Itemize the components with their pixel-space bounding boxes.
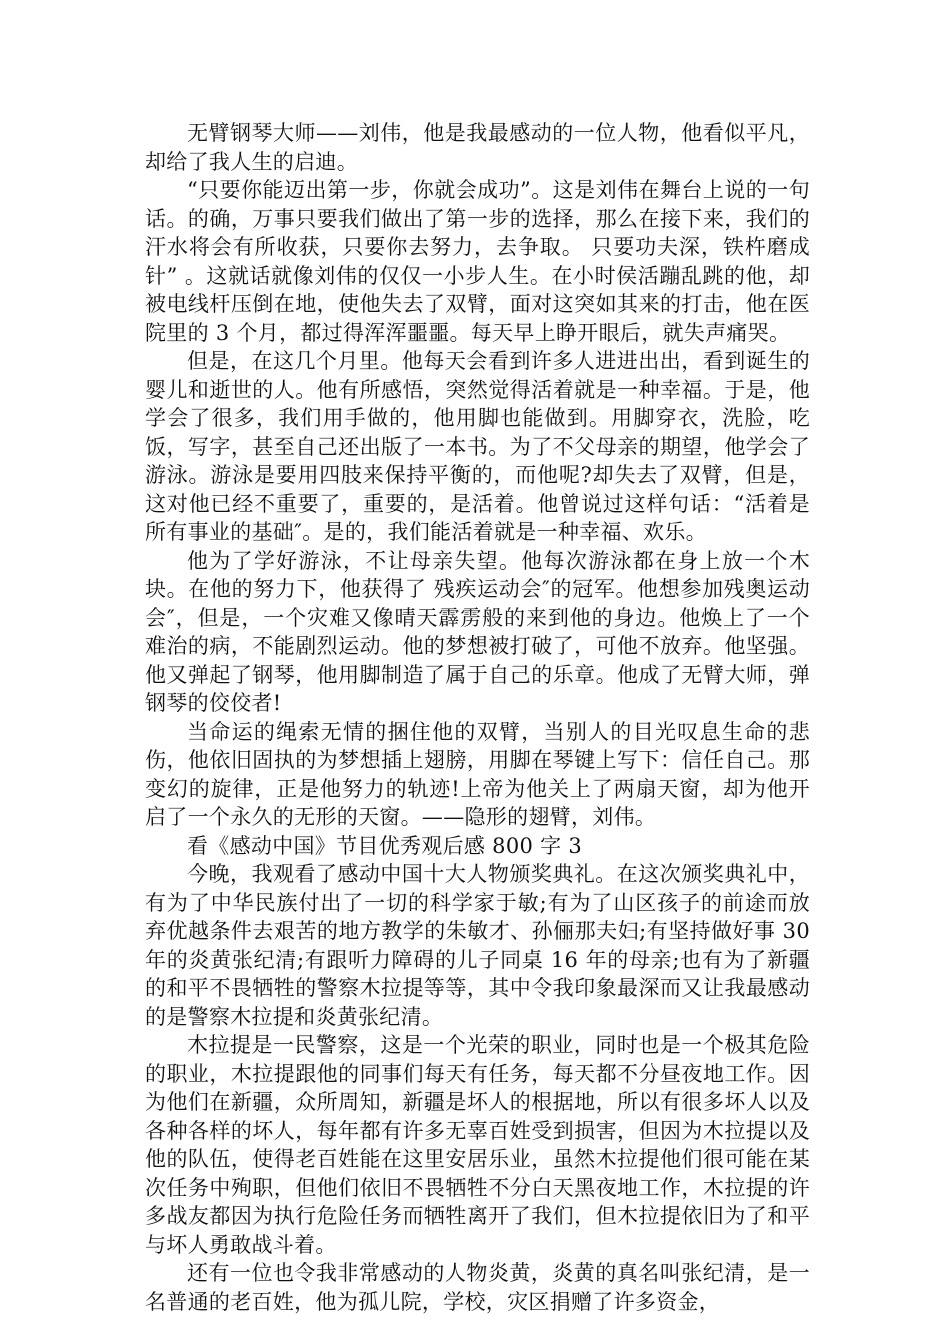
paragraph-3: 但是，在这几个月里。他每天会看到许多人进进出出，看到诞生的婴儿和逝世的人。他有所感悟，突然觉得活着就是一种幸福。于是，他学会了很多，我们用手做的，他用脚也能做到。用脚穿衣，洗脸，吃饭，写字，甚至自己还出版了一本书。为了不父母亲的期望，他学会了游泳。游泳是要用四肢来保持平衡的，而他呢?却失去了双臂，但是，这对他已经不重要了，重要的，是活着。他曾说过这样句话：“活着是所有事业的基础″。是的，我们能活着就是一种幸福、欢乐。 <box>145 349 810 544</box>
paragraph-7: 木拉提是一民警察，这是一个光荣的职业，同时也是一个极其危险的职业，木拉提跟他的同事们每天有任务，每天都不分昼夜地工作。因为他们在新疆，众所周知，新疆是坏人的根据地，所以有很多坏人以及各种各样的坏人，每年都有许多无辜百姓受到损害，但因为木拉提以及他的队伍，使得老百姓能在这里安居乐业，虽然木拉提他们很可能在某次任务中殉职，但他们依旧不畏牺牲不分白天黑夜地工作，木拉提的许多战友都因为执行危险任务而牺牲离开了我们，但木拉提依旧为了和平与坏人勇敢战斗着。 <box>145 1033 810 1257</box>
paragraph-2: “只要你能迈出第一步，你就会成功”。这是刘伟在舞台上说的一句话。的确，万事只要我们做出了第一步的选择，那么在接下来，我们的汗水将会有所收获，只要你去努力，去争取。 只要功夫深，铁杵磨成针” 。这就话就像刘伟的仅仅一小步人生。在小时侯活蹦乱跳的他，却被电线杆压倒在地，使他失去了双臂，面对这突如其来的打击，他在医院里的 3 个月，都过得浑浑噩噩。每天早上睁开眼后，就失声痛哭。 <box>145 178 810 345</box>
paragraph-5: 当命运的绳索无情的捆住他的双臂，当别人的目光叹息生命的悲伤，他依旧固执的为梦想插上翅膀，用脚在琴键上写下：信任自己。那变幻的旋律，正是他努力的轨迹!上帝为他关上了两扇天窗，却为他开启了一个永久的无形的天窗。——隐形的翅臂，刘伟。 <box>145 719 810 829</box>
paragraph-8: 还有一位也令我非常感动的人物炎黄，炎黄的真名叫张纪清，是一名普通的老百姓，他为孤儿院，学校，灾区捐赠了许多资金， <box>145 1261 810 1314</box>
paragraph-1: 无臂钢琴大师——刘伟，他是我最感动的一位人物，他看似平凡，却给了我人生的启迪。 <box>145 121 810 174</box>
section-heading: 看《感动中国》节目优秀观后感 800 字 3 <box>187 833 583 858</box>
document-body <box>145 119 810 1316</box>
paragraph-4: 他为了学好游泳，不让母亲失望。他每次游泳都在身上放一个木块。在他的努力下，他获得了 残疾运动会″的冠军。他想参加残奥运动会″，但是，一个灾难又像晴天霹雳般的来到他的身边。他焕上了一个难治的病，不能剧烈运动。他的梦想被打破了，可他不放弃。他坚强。他又弹起了钢琴，他用脚制造了属于自己的乐章。他成了无臂大师，弹钢琴的佼佼者! <box>145 548 810 715</box>
paragraph-6: 今晚，我观看了感动中国十大人物颁奖典礼。在这次颁奖典礼中，有为了中华民族付出了一切的科学家于敏;有为了山区孩子的前途而放弃优越条件去艰苦的地方教学的朱敏才、孙俪那夫妇;有坚持做好事 30 年的炎黄张纪清;有跟听力障碍的儿子同桌 16 年的母亲;也有为了新疆的和平不畏牺牲的警察木拉提等等，其中令我印象最深而又让我最感动的是警察木拉提和炎黄张纪清。 <box>145 862 810 1029</box>
